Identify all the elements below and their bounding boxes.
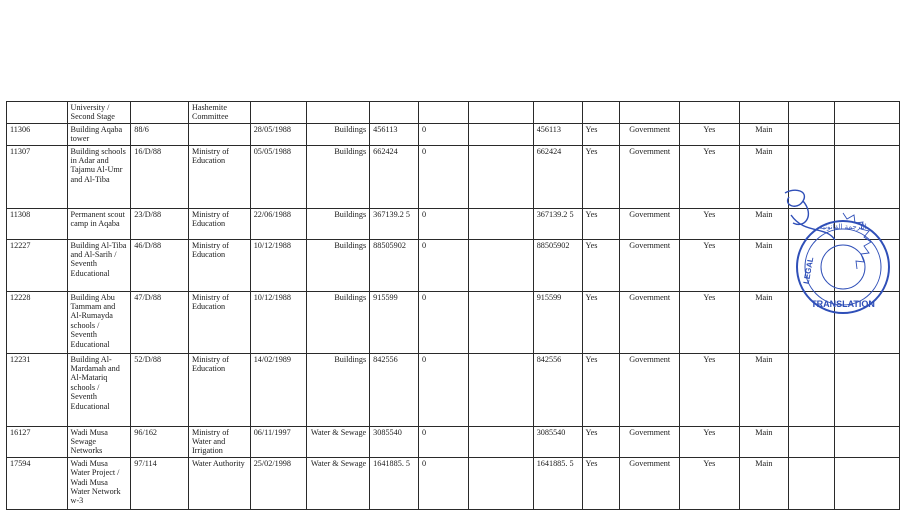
owner-cell: Government (620, 145, 680, 208)
status-flag-cell: Yes (582, 208, 620, 239)
project-name-cell: Wadi Musa Sewage Networks (67, 426, 131, 457)
paid-cell: 0 (419, 239, 469, 291)
table-row (7, 208, 900, 239)
file-number-cell: 16127 (7, 426, 68, 457)
extra-2-cell (834, 426, 899, 457)
file-number-cell: 12227 (7, 239, 68, 291)
status-flag-cell: Yes (582, 145, 620, 208)
remaining-cell (469, 208, 533, 239)
paid-cell: 0 (419, 145, 469, 208)
date-cell: 10/12/1988 (250, 291, 306, 353)
project-name-cell: Permanent scout camp in Aqaba (67, 208, 131, 239)
date-cell: 28/05/1988 (250, 123, 306, 145)
project-register-table (6, 101, 900, 510)
entity-cell: Ministry of Water and Irrigation (188, 426, 250, 457)
date-cell: 22/06/1988 (250, 208, 306, 239)
entity-cell (188, 123, 250, 145)
owner-cell: Government (620, 457, 680, 509)
remaining-cell (469, 123, 533, 145)
included-cell: Yes (680, 353, 739, 426)
project-name-cell: Building Al-Tiba and Al-Sarih / Seventh Educational (67, 239, 131, 291)
project-name-cell: University / Second Stage (67, 102, 131, 124)
extra-2-cell (834, 102, 899, 124)
file-number-cell (7, 102, 68, 124)
table-row (7, 353, 900, 426)
project-name-cell: Building schools in Adar and Tajamu Al-Umr and Al-Tiba (67, 145, 131, 208)
cost-cell: 915599 (370, 291, 419, 353)
paid-cell: 0 (419, 353, 469, 426)
paid-cell: 0 (419, 291, 469, 353)
date-cell: 25/02/1998 (250, 457, 306, 509)
sector-cell: Buildings (306, 353, 370, 426)
project-type-cell (739, 102, 789, 124)
cost-cell: 662424 (370, 145, 419, 208)
sector-cell: Buildings (306, 145, 370, 208)
total-cell: 662424 (533, 145, 582, 208)
entity-cell: Hashemite Committee (188, 102, 250, 124)
remaining-cell (469, 291, 533, 353)
cost-cell: 88505902 (370, 239, 419, 291)
file-number-cell: 11306 (7, 123, 68, 145)
cost-cell: 842556 (370, 353, 419, 426)
project-type-cell: Main (739, 239, 789, 291)
project-type-cell: Main (739, 353, 789, 426)
total-cell (533, 102, 582, 124)
total-cell: 367139.2 5 (533, 208, 582, 239)
date-cell: 14/02/1989 (250, 353, 306, 426)
included-cell: Yes (680, 123, 739, 145)
owner-cell: Government (620, 208, 680, 239)
cost-cell (370, 102, 419, 124)
stamp-text-top: TRANSLATION (811, 299, 875, 309)
reference-number-cell: 52/D/88 (131, 353, 189, 426)
included-cell: Yes (680, 426, 739, 457)
status-flag-cell: Yes (582, 457, 620, 509)
cost-cell: 456113 (370, 123, 419, 145)
table-row (7, 457, 900, 509)
extra-1-cell (789, 426, 834, 457)
seal-icon (775, 185, 900, 320)
project-type-cell: Main (739, 145, 789, 208)
entity-cell: Ministry of Education (188, 208, 250, 239)
sector-cell (306, 102, 370, 124)
status-flag-cell (582, 102, 620, 124)
remaining-cell (469, 239, 533, 291)
owner-cell (620, 102, 680, 124)
file-number-cell: 17594 (7, 457, 68, 509)
paid-cell: 0 (419, 457, 469, 509)
project-type-cell: Main (739, 291, 789, 353)
extra-1-cell (789, 123, 834, 145)
extra-2-cell (834, 457, 899, 509)
status-flag-cell: Yes (582, 426, 620, 457)
table-row (7, 123, 900, 145)
table-row (7, 145, 900, 208)
owner-cell: Government (620, 123, 680, 145)
date-cell: 10/12/1988 (250, 239, 306, 291)
extra-1-cell (789, 102, 834, 124)
remaining-cell (469, 426, 533, 457)
entity-cell: Ministry of Education (188, 145, 250, 208)
table-row (7, 291, 900, 353)
reference-number-cell: 16/D/88 (131, 145, 189, 208)
included-cell: Yes (680, 457, 739, 509)
remaining-cell (469, 353, 533, 426)
date-cell: 06/11/1997 (250, 426, 306, 457)
cost-cell: 1641885. 5 (370, 457, 419, 509)
total-cell: 842556 (533, 353, 582, 426)
reference-number-cell (131, 102, 189, 124)
total-cell: 88505902 (533, 239, 582, 291)
sector-cell: Buildings (306, 123, 370, 145)
total-cell: 1641885. 5 (533, 457, 582, 509)
project-type-cell: Main (739, 426, 789, 457)
entity-cell: Ministry of Education (188, 239, 250, 291)
date-cell (250, 102, 306, 124)
status-flag-cell: Yes (582, 291, 620, 353)
included-cell: Yes (680, 239, 739, 291)
included-cell: Yes (680, 291, 739, 353)
cost-cell: 367139.2 5 (370, 208, 419, 239)
paid-cell: 0 (419, 123, 469, 145)
project-type-cell: Main (739, 208, 789, 239)
remaining-cell (469, 102, 533, 124)
owner-cell: Government (620, 353, 680, 426)
sector-cell: Water & Sewage (306, 426, 370, 457)
sector-cell: Buildings (306, 239, 370, 291)
reference-number-cell: 88/6 (131, 123, 189, 145)
entity-cell: Ministry of Education (188, 291, 250, 353)
sector-cell: Buildings (306, 291, 370, 353)
remaining-cell (469, 145, 533, 208)
status-flag-cell: Yes (582, 353, 620, 426)
reference-number-cell: 47/D/88 (131, 291, 189, 353)
stamp-text-arabic: الترجمة القانونية (819, 223, 867, 231)
sector-cell: Buildings (306, 208, 370, 239)
total-cell: 456113 (533, 123, 582, 145)
extra-1-cell (789, 457, 834, 509)
included-cell (680, 102, 739, 124)
owner-cell: Government (620, 426, 680, 457)
table-row (7, 426, 900, 457)
project-type-cell: Main (739, 457, 789, 509)
paid-cell: 0 (419, 426, 469, 457)
status-flag-cell: Yes (582, 239, 620, 291)
owner-cell: Government (620, 291, 680, 353)
included-cell: Yes (680, 145, 739, 208)
table-row (7, 239, 900, 291)
file-number-cell: 12228 (7, 291, 68, 353)
included-cell: Yes (680, 208, 739, 239)
stamp-text-left: LEGAL (801, 256, 816, 285)
remaining-cell (469, 457, 533, 509)
file-number-cell: 11307 (7, 145, 68, 208)
total-cell: 3085540 (533, 426, 582, 457)
project-name-cell: Building Aqaba tower (67, 123, 131, 145)
owner-cell: Government (620, 239, 680, 291)
reference-number-cell: 97/114 (131, 457, 189, 509)
project-name-cell: Building Abu Tammam and Al-Rumayda schools / Seventh Educational (67, 291, 131, 353)
entity-cell: Ministry of Education (188, 353, 250, 426)
paid-cell (419, 102, 469, 124)
extra-1-cell (789, 353, 834, 426)
project-name-cell: Wadi Musa Water Project / Wadi Musa Water Network w-3 (67, 457, 131, 509)
table-row (7, 102, 900, 124)
status-flag-cell: Yes (582, 123, 620, 145)
cost-cell: 3085540 (370, 426, 419, 457)
sector-cell: Water & Sewage (306, 457, 370, 509)
project-type-cell: Main (739, 123, 789, 145)
extra-2-cell (834, 123, 899, 145)
file-number-cell: 11308 (7, 208, 68, 239)
table-body (7, 102, 900, 510)
date-cell: 05/05/1988 (250, 145, 306, 208)
total-cell: 915599 (533, 291, 582, 353)
reference-number-cell: 23/D/88 (131, 208, 189, 239)
file-number-cell: 12231 (7, 353, 68, 426)
extra-2-cell (834, 353, 899, 426)
reference-number-cell: 96/162 (131, 426, 189, 457)
project-name-cell: Building Al-Mardamah and Al-Matariq schools / Seventh Educational (67, 353, 131, 426)
reference-number-cell: 46/D/88 (131, 239, 189, 291)
paid-cell: 0 (419, 208, 469, 239)
entity-cell: Water Authority (188, 457, 250, 509)
